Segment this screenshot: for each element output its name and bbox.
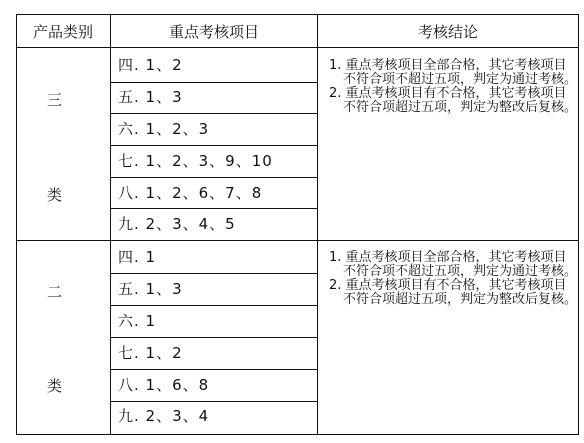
column-divider-1 <box>110 14 111 435</box>
group2-item: 六. 1 <box>118 312 157 330</box>
group1-item: 八. 1、2、6、7、8 <box>118 184 263 202</box>
row-separator <box>111 82 317 83</box>
group2-item: 五. 1、3 <box>118 280 183 298</box>
group1-category-bottom: 类 <box>47 186 63 204</box>
row-separator <box>111 273 317 274</box>
table-left-border <box>16 14 17 435</box>
group1-item: 九. 2、3、4、5 <box>118 215 236 233</box>
group2-conclusion-2: 2. 重点考核项目有不合格，其它考核项目不符合项超过五项，判定为整改后复核。 <box>329 278 578 307</box>
group2-conclusion <box>329 251 579 307</box>
column-divider-2 <box>317 14 318 435</box>
row-separator <box>111 177 317 178</box>
header-top-border <box>16 14 578 15</box>
group1-item: 六. 1、2、3 <box>118 120 210 138</box>
group1-category-top: 三 <box>47 91 63 109</box>
group2-item: 九. 2、3、4 <box>118 407 210 425</box>
row-separator <box>111 305 317 306</box>
group1-conclusion <box>329 59 579 115</box>
header-items: 重点考核项目 <box>168 23 259 41</box>
table-bottom-border <box>16 434 578 435</box>
header-conclusion: 考核结论 <box>417 23 478 41</box>
group2-item: 四. 1 <box>118 248 157 266</box>
row-separator <box>111 369 317 370</box>
group2-category-top: 二 <box>47 283 63 301</box>
row-separator <box>111 401 317 402</box>
header-category: 产品类别 <box>32 23 93 41</box>
group1-item: 四. 1、2 <box>118 56 183 74</box>
row-separator <box>111 145 317 146</box>
row-separator <box>111 208 317 209</box>
group2-item: 八. 1、6、8 <box>118 376 210 394</box>
row-separator <box>111 113 317 114</box>
header-bottom-border <box>16 47 578 48</box>
group2-conclusion-1: 1. 重点考核项目全部合格，其它考核项目不符合项不超过五项，判定为通过考核。 <box>329 250 578 279</box>
group2-item: 七. 1、2 <box>118 344 183 362</box>
group1-conclusion-2: 2. 重点考核项目有不合格，其它考核项目不符合项超过五项，判定为整改后复核。 <box>329 86 578 115</box>
group1-item: 七. 1、2、3、9、10 <box>118 152 273 170</box>
group2-category-bottom: 类 <box>47 377 63 395</box>
group1-item: 五. 1、3 <box>118 88 183 106</box>
group-divider <box>16 240 578 241</box>
row-separator <box>111 337 317 338</box>
group1-conclusion-1: 1. 重点考核项目全部合格，其它考核项目不符合项不超过五项，判定为通过考核。 <box>329 58 578 87</box>
